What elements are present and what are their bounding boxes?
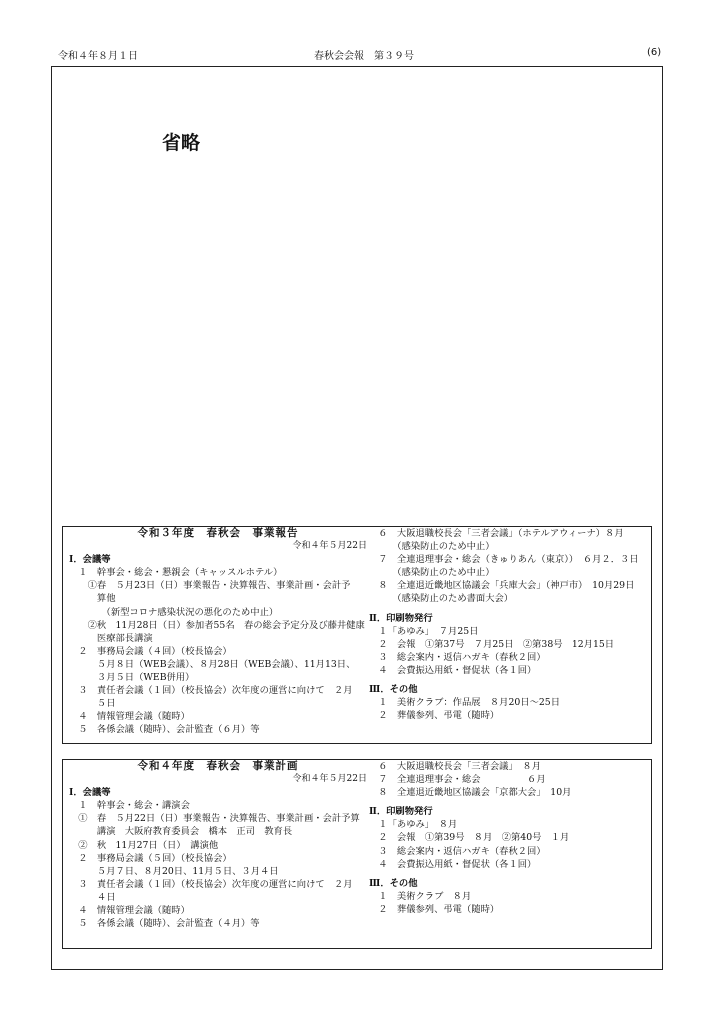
- list-item: Ⅲ．その他: [369, 684, 418, 696]
- list-item: １「あゆみ」 ８月: [369, 819, 458, 831]
- list-item: ① 春 ５月22日（日）事業報告・決算報告、事業計画・会計予算: [69, 813, 360, 825]
- plan-date: 令和４年５月22日: [292, 774, 367, 785]
- list-item: ４ 情報管理会議（随時）: [69, 711, 190, 723]
- header-page-number: (6): [647, 47, 662, 58]
- list-item: （感染防止のため中止）: [369, 541, 495, 553]
- list-item: ５月７日、８月20日、11月５日、３月４日: [69, 865, 279, 877]
- report-right-column: [369, 527, 649, 722]
- list-item: ３ 総会案内・返信ハガキ（春秋２回）: [369, 845, 546, 857]
- list-item: ７ 全連退理事会・総会（きゅりあん（東京）） ６月２．３日: [369, 554, 639, 566]
- list-item: ４ 会費振込用紙・督促状（各１回）: [369, 858, 537, 870]
- list-item: １ 美術クラブ：作品展 ８月20日～25日: [369, 697, 561, 709]
- list-item: ２ 事務局会議（４回）（校長協会）: [69, 645, 232, 657]
- list-item: Ⅲ．その他: [369, 877, 418, 889]
- list-item: ５月８日（WEB会議）、８月28日（WEB会議）、11月13日、: [69, 658, 356, 670]
- list-item: （新型コロナ感染状況の悪化のため中止）: [69, 606, 279, 618]
- list-item: ３月５日（WEB併用）: [69, 672, 195, 684]
- report-date: 令和４年５月22日: [292, 541, 367, 552]
- list-item: 算他: [69, 593, 116, 605]
- list-item: ② 秋 11月27日（日） 講演他: [69, 839, 219, 851]
- list-item: ６ 大阪退職校長会「三者会議」 ８月: [369, 761, 541, 772]
- list-item: ３ 責任者会議（１回）（校長協会）次年度の運営に向けて ２月: [69, 878, 353, 890]
- report-left-column: [69, 527, 367, 737]
- list-item: ②秋 11月28日（日）参加者55名 春の総会予定分及び藤井健康: [69, 619, 365, 631]
- list-item: （感染防止のため中止）: [369, 567, 495, 579]
- plan-left-column: [69, 760, 367, 930]
- list-item: ２ 会報 ①第39号 ８月 ②第40号 １月: [369, 832, 570, 844]
- list-item: ５ 各係会議（随時）、会計監査（４月）等: [69, 918, 260, 930]
- report-left-list: [69, 553, 367, 736]
- list-item: １「あゆみ」 ７月25日: [369, 625, 479, 637]
- list-item: Ⅰ．会議等: [69, 554, 111, 566]
- plan-right-column: [369, 760, 649, 916]
- list-item: ４ 情報管理会議（随時）: [69, 905, 190, 917]
- list-item: １ 幹事会・総会・講演会: [69, 800, 190, 812]
- list-item: ２ 会報 ①第37号 ７月25日 ②第38号 12月15日: [369, 638, 615, 650]
- header-date: 令和４年８月１日: [58, 51, 138, 62]
- list-item: ５日: [69, 698, 116, 710]
- omitted-notice: 省略: [162, 132, 201, 154]
- list-item: ８ 全連退近畿地区協議会「兵庫大会」（神戸市） 10月29日: [369, 580, 635, 592]
- list-item: ４ 会費振込用紙・督促状（各１回）: [369, 664, 537, 676]
- report-title: 令和３年度 春秋会 事業報告: [137, 527, 299, 539]
- list-item: ２ 事務局会議（５回）（校長協会）: [69, 852, 232, 864]
- plan-left-list: [69, 786, 367, 930]
- list-item: １ 幹事会・総会・懇親会（キャッスルホテル）: [69, 567, 283, 579]
- plan-right-list: [369, 760, 649, 916]
- list-item: 講演 大阪府教育委員会 橋本 正司 教育長: [69, 826, 293, 838]
- list-item: ６ 大阪退職校長会「三者会議」（ホテルアウィーナ）８月: [369, 528, 624, 539]
- list-item: １ 美術クラブ ８月: [369, 890, 472, 902]
- report-box: [62, 526, 652, 744]
- list-item: Ⅱ．印刷物発行: [369, 806, 433, 818]
- list-item: ３ 総会案内・返信ハガキ（春秋２回）: [369, 651, 546, 663]
- list-item: ５ 各係会議（随時）、会計監査（６月）等: [69, 724, 260, 736]
- list-item: ３ 責任者会議（１回）（校長協会）次年度の運営に向けて ２月: [69, 685, 353, 697]
- list-item: ４日: [69, 891, 116, 903]
- list-item: Ⅱ．印刷物発行: [369, 612, 433, 624]
- header-publication: 春秋会会報 第３９号: [314, 51, 414, 62]
- list-item: 医療部長講演: [69, 632, 153, 644]
- list-item: ２ 葬儀参列、弔電（随時）: [369, 710, 500, 722]
- plan-title: 令和４年度 春秋会 事業計画: [137, 760, 299, 772]
- plan-box: [62, 759, 652, 949]
- list-item: Ⅰ．会議等: [69, 787, 111, 799]
- list-item: ８ 全連退近畿地区協議会「京都大会」 10月: [369, 787, 572, 799]
- list-item: （感染防止のため書面大会）: [369, 593, 514, 605]
- list-item: ２ 葬儀参列、弔電（随時）: [369, 903, 500, 915]
- list-item: ７ 全連退理事会・総会 ６月: [369, 774, 546, 786]
- list-item: ①春 ５月23日（日）事業報告・決算報告、事業計画・会計予: [69, 580, 351, 592]
- report-right-list: [369, 527, 649, 722]
